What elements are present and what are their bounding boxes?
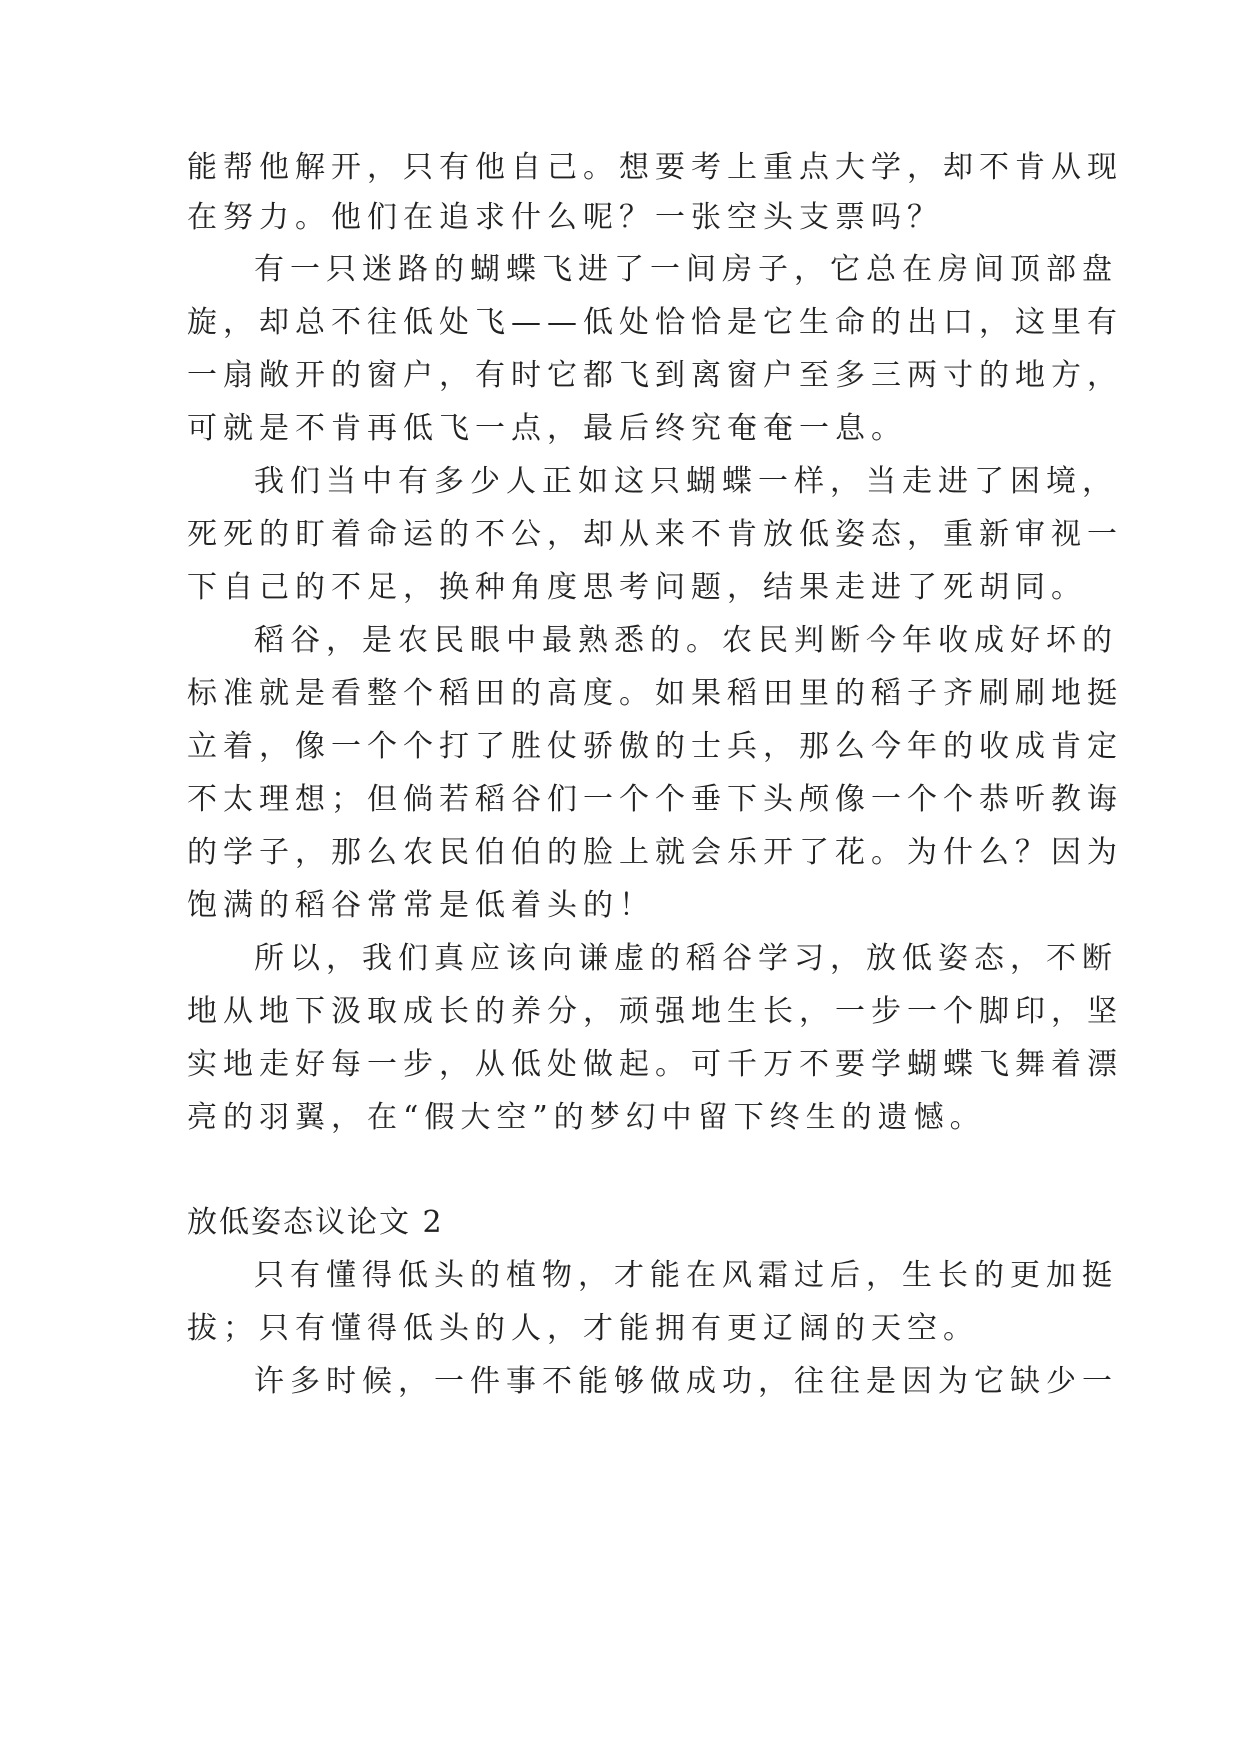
text-line: 有一只迷路的蝴蝶飞进了一间房子，它总在房间顶部盘 — [254, 252, 1118, 287]
text-line: 饱满的稻谷常常是低着头的！ — [187, 888, 655, 923]
text-line: 拔；只有懂得低头的人，才能拥有更辽阔的天空。 — [187, 1311, 979, 1346]
text-line: 稻谷，是农民眼中最熟悉的。农民判断今年收成好坏的 — [254, 623, 1118, 658]
text-line: 旋，却总不往低处飞——低处恰恰是它生命的出口，这里有 — [187, 305, 1123, 340]
text-line: 所以，我们真应该向谦虚的稻谷学习，放低姿态，不断 — [254, 941, 1118, 976]
text-line: 地从地下汲取成长的养分，顽强地生长，一步一个脚印，坚 — [187, 994, 1123, 1029]
text-line: 只有懂得低头的植物，才能在风霜过后，生长的更加挺 — [254, 1258, 1118, 1293]
text-line: 许多时候，一件事不能够做成功，往往是因为它缺少一 — [254, 1364, 1118, 1399]
text-line: 下自己的不足，换种角度思考问题，结果走进了死胡同。 — [187, 570, 1087, 605]
text-line: 实地走好每一步，从低处做起。可千万不要学蝴蝶飞舞着漂 — [187, 1047, 1123, 1082]
text-line: 标准就是看整个稻田的高度。如果稻田里的稻子齐刷刷地挺 — [187, 676, 1123, 711]
text-line: 可就是不肯再低飞一点，最后终究奄奄一息。 — [187, 411, 907, 446]
text-line: 的学子，那么农民伯伯的脸上就会乐开了花。为什么？因为 — [187, 835, 1123, 870]
text-line: 立着，像一个个打了胜仗骄傲的士兵，那么今年的收成肯定 — [187, 729, 1123, 764]
text-line: 不太理想；但倘若稻谷们一个个垂下头颅像一个个恭听教诲 — [187, 782, 1123, 817]
text-line: 能帮他解开，只有他自己。想要考上重点大学，却不肯从现 — [187, 150, 1123, 185]
text-line: 我们当中有多少人正如这只蝴蝶一样，当走进了困境， — [254, 464, 1118, 499]
text-line: 一扇敞开的窗户，有时它都飞到离窗户至多三两寸的地方， — [187, 358, 1123, 393]
text-line: 死死的盯着命运的不公，却从来不肯放低姿态，重新审视一 — [187, 517, 1123, 552]
section-title: 放低姿态议论文 2 — [187, 1205, 444, 1240]
text-line: 在努力。他们在追求什么呢？一张空头支票吗？ — [187, 200, 943, 235]
text-line: 亮的羽翼，在“假大空”的梦幻中留下终生的遗憾。 — [187, 1100, 986, 1135]
